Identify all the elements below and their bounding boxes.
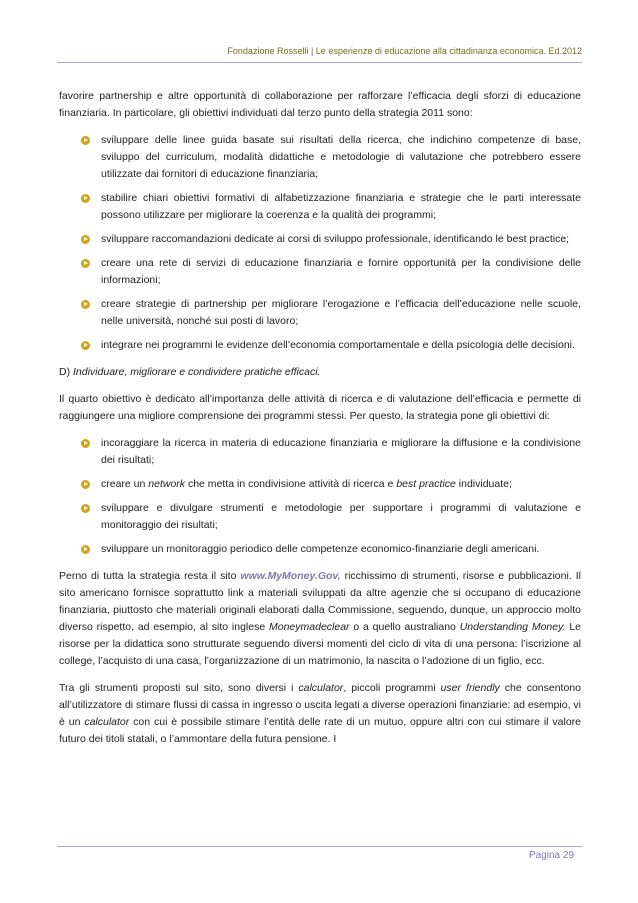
bullet-icon <box>81 480 90 489</box>
list-item: sviluppare raccomandazioni dedicate ai corsi di sviluppo professionale, identificando le best practice; <box>59 231 581 248</box>
tools-paragraph: Tra gli strumenti proposti sul sito, sono diversi i calculator, piccoli programmi user friendly che consentono all’utilizzatore di stimare flussi di cassa in ingresso o uscita legati a diverse operazioni finanziarie: ad esempio, vi è un calculator con cui è possibile stimare l’entità delle rate di un mutuo, oppure altri con cui stimare il valore futuro dei titoli statali, o l’ammontare della futura pensione. I <box>59 682 581 745</box>
list-item: sviluppare e divulgare strumenti e metodologie per supportare i programmi di valutazione e monitoraggio dei risultati; <box>59 500 581 534</box>
bullet-icon <box>81 235 90 244</box>
list-item: creare strategie di partnership per migliorare l’erogazione e l’efficacia dell’educazione nelle scuole, nelle università, nonché sui posti di lavoro; <box>59 296 581 330</box>
bullet-icon <box>81 136 90 145</box>
list-item: integrare nei programmi le evidenze dell’economia comportamentale e della psicologia delle decisioni. <box>59 337 581 354</box>
bullet-icon <box>81 504 90 513</box>
bullet-icon <box>81 259 90 268</box>
bullet-icon <box>81 439 90 448</box>
section-heading: D) Individuare, migliorare e condividere pratiche efficaci. <box>59 366 321 378</box>
list-item: creare una rete di servizi di educazione finanziaria e fornire opportunità per la condivisione delle informazioni; <box>59 255 581 289</box>
bullet-icon <box>81 341 90 350</box>
list-item: sviluppare un monitoraggio periodico delle competenze economico-finanziarie degli americani. <box>59 541 581 558</box>
intro-paragraph: favorire partnership e altre opportunità di collaborazione per rafforzare l’efficacia degli sforzi di educazione finanziaria. In particolare, gli obiettivi individuati dal terzo punto della strategia 2011 sono: <box>59 90 581 119</box>
objectives-list-2 <box>59 435 581 558</box>
list-item: incoraggiare la ricerca in materia di educazione finanziaria e migliorare la diffusione e la condivisione dei risultati; <box>59 435 581 469</box>
website-link[interactable]: www.MyMoney.Gov, <box>240 570 341 582</box>
bullet-icon <box>81 545 90 554</box>
page-number: Pagina 29 <box>528 850 574 861</box>
objectives-list-1 <box>59 132 581 354</box>
bullet-icon <box>81 300 90 309</box>
list-item: sviluppare delle linee guida basate sui risultati della ricerca, che indichino competenze di base, sviluppo del curriculum, modalità didattiche e metodologie di valutazione che potrebbero essere utilizzate dai fornitori di educazione finanziaria; <box>59 132 581 183</box>
page-body <box>59 88 581 758</box>
research-paragraph: Il quarto obiettivo è dedicato all’importanza delle attività di ricerca e di valutazione dell’efficacia e permette di raggiungere una migliore comprensione dei programmi stessi. Per questo, la strategia pone gli obiettivi di: <box>59 393 581 422</box>
mymoney-paragraph: Perno di tutta la strategia resta il sito www.MyMoney.Gov, ricchissimo di strumenti, risorse e pubblicazioni. Il sito americano fornisce soprattutto link a materiali sviluppati da altre agenzie che si occupano di educazione finanziaria, piuttosto che materiali originali elaborati dalla Commissione, seguendo, dunque, un approccio molto diverso rispetto, ad esempio, al sito inglese Moneymadeclear o a quello australiano Understanding Money. Le risorse per la didattica sono strutturate seguendo diversi momenti del ciclo di vita di una persona: l’iscrizione al college, l’acquisto di una casa, l’organizzazione di un matrimonio, la nascita o l’adozione di un figlio, ecc. <box>59 570 581 667</box>
footer-divider <box>57 846 582 847</box>
running-header: Fondazione Rosselli | Le esperienze di educazione alla cittadinanza economica. Ed.2012 <box>227 46 582 56</box>
header-divider <box>57 62 582 63</box>
list-item: creare un network che metta in condivisione attività di ricerca e best practice individuate; <box>59 476 581 493</box>
bullet-icon <box>81 194 90 203</box>
list-item: stabilire chiari obiettivi formativi di alfabetizzazione finanziaria e strategie che le parti interessate possono utilizzare per migliorare la coerenza e la qualità dei programmi; <box>59 190 581 224</box>
